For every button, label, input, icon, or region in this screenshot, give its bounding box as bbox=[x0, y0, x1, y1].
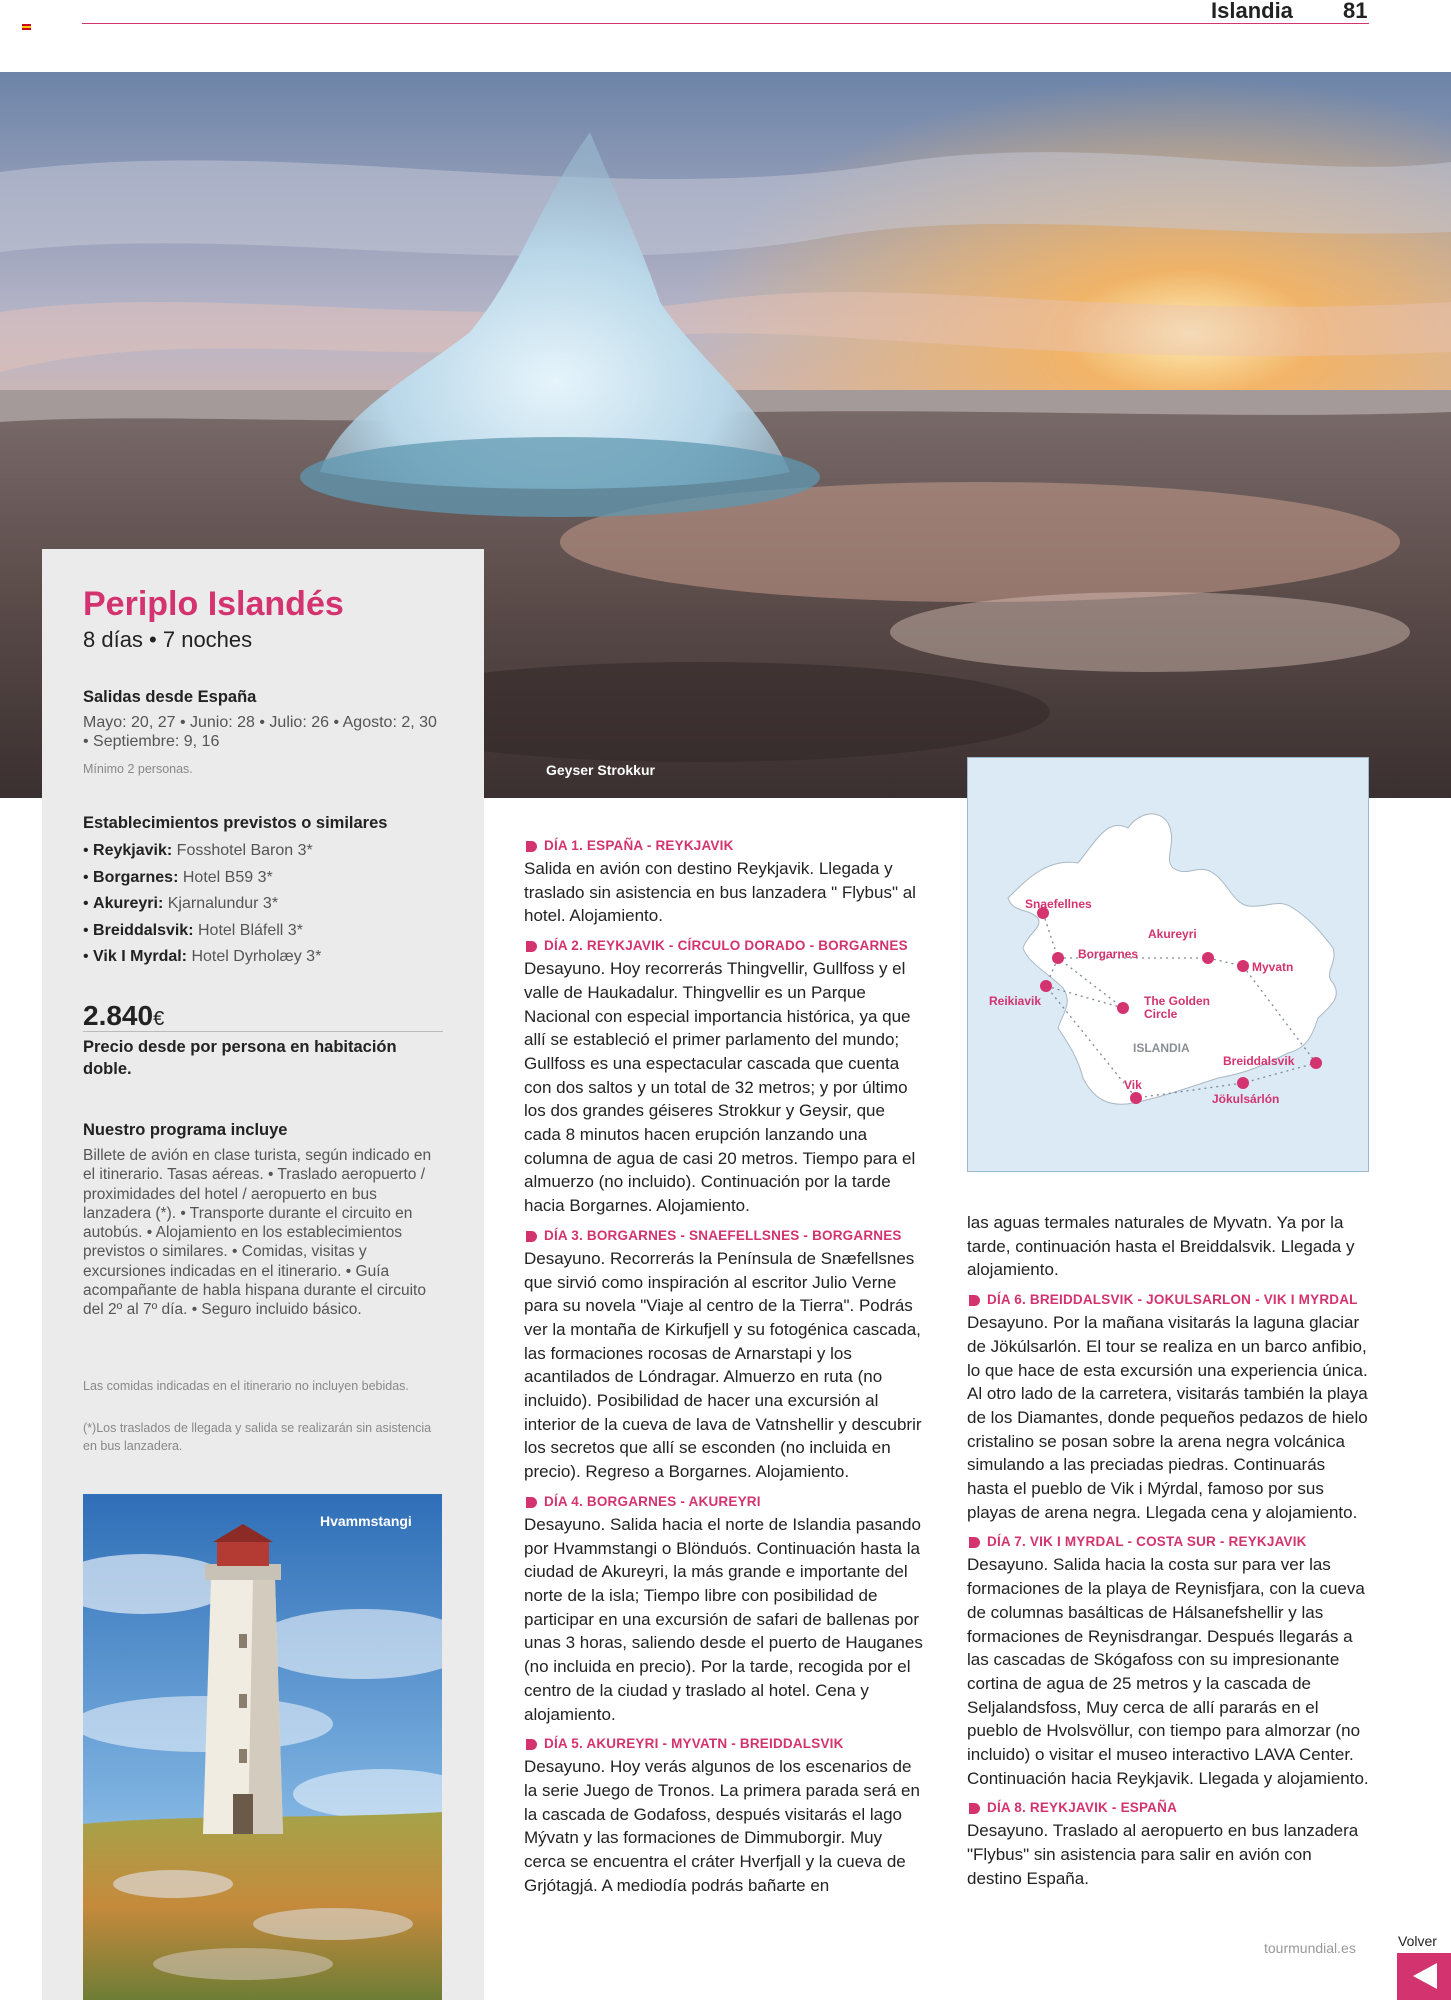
section-title: Islandia bbox=[1211, 0, 1293, 23]
map-label-golden: The Golden bbox=[1144, 994, 1210, 1008]
hotel-item: • Vik I Myrdal: Hotel Dyrholæy 3* bbox=[83, 948, 322, 965]
day-2-heading: DÍA 2. REYKJAVIK - CÍRCULO DORADO - BORGARNES bbox=[524, 935, 926, 957]
note-meals: Las comidas indicadas en el itinerario no incluyen bebidas. bbox=[83, 1379, 409, 1393]
day-4-text: Desayuno. Salida hacia el norte de Islandia pasando por Hvammstangi o Blönduós. Continuación hasta la ciudad de Akureyri, la más grande e importante del norte de la isla; Tiempo libre con posibilidad de participar en una excursión de safari de ballenas por unas 3 horas, saliendo desde el puerto de Hauganes (no incluida en precio). Por la tarde, recogida por el centro de la ciudad y traslado al hotel. Cena y alojamiento. bbox=[524, 1514, 923, 1724]
day-4-heading: DÍA 4. BORGARNES - AKUREYRI bbox=[524, 1491, 926, 1513]
day-7-text: Desayuno. Salida hacia la costa sur para ver las formaciones de la playa de Reynisfjara, con la cueva de columnas basálticas de Hálsanefshellir y las formaciones de Reynisdrangar. Después llegarás a las cascadas de Skógafoss con su impresionante cortina de agua de 25 metros y la cascada de Seljalandsfoss, Muy cerca de allí pararás en el pueblo de Hvolsvöllur, con tiempo para almorzar (no incluido) o visitar el museo interactivo LAVA Center. Continuación hacia Reykjavik. Llegada y alojamiento. bbox=[967, 1555, 1369, 1788]
map-label-vik: Vik bbox=[1124, 1078, 1142, 1092]
departures-heading: Salidas desde España bbox=[83, 688, 257, 706]
price-note: Precio desde por persona en habitación doble. bbox=[83, 1038, 397, 1078]
lighthouse-photo bbox=[83, 1494, 442, 2000]
day-2-text: Desayuno. Hoy recorrerás Thingvellir, Gullfoss y el valle de Haukadalur. Thingvellir es un Parque Nacional con especial importancia histórica, ya que allí se estableció el primer parlamento del mundo; Gullfoss es una espectacular cascada que cuenta con dos saltos y un total de 32 metros; y por último los dos grandes géiseres Strokkur y Geysir, que cada 8 minutos hacen erupción lanzando una columna de agua de casi 20 metros. Tiempo para el almuerzo (no incluido). Continuación por la tarde hacia Borgarnes. Alojamiento. bbox=[524, 959, 916, 1216]
map-label-jokulsarlon: Jökulsárlón bbox=[1212, 1092, 1280, 1106]
day-7-heading: DÍA 7. VIK I MYRDAL - COSTA SUR - REYKJAVIK bbox=[967, 1531, 1369, 1553]
departures-minimum: Mínimo 2 personas. bbox=[83, 762, 193, 776]
price bbox=[83, 1000, 164, 1032]
departures-dates: Mayo: 20, 27 • Junio: 28 • Julio: 26 • Agosto: 2, 30 • Septiembre: 9, 16 bbox=[83, 714, 437, 750]
hotel-item: • Breiddalsvik: Hotel Bláfell 3* bbox=[83, 921, 303, 939]
map-label-reikiavik: Reikiavik bbox=[989, 994, 1042, 1008]
day-6-text: Desayuno. Por la mañana visitarás la laguna glaciar de Jökúlsarlón. El tour se realiza en un barco anfibio, lo que hace de esta excursión una experiencia única. Al otro lado de la carretera, visitarás también la playa de los Diamantes, donde pequeños pedazos de hielo cristalino se posan sobre la arena negra volcánica simulando a las preciadas piedras. Continuarás hasta el pueblo de Vik i Mýrdal, famoso por sus playas de arena negra. Llegada cena y alojamiento. bbox=[967, 1313, 1368, 1522]
lighthouse-caption: Hvammstangi bbox=[320, 1513, 412, 1529]
itinerary-column-1 bbox=[524, 835, 926, 1904]
hero-caption: Geyser Strokkur bbox=[546, 762, 655, 778]
price-amount: 2.840 bbox=[83, 1000, 154, 1031]
program-heading: Nuestro programa incluye bbox=[83, 1121, 288, 1139]
note-transfers: (*)Los traslados de llegada y salida se realizarán sin asistencia en bus lanzadera. bbox=[83, 1421, 432, 1453]
day-8-heading: DÍA 8. REYKJAVIK - ESPAÑA bbox=[967, 1797, 1369, 1819]
price-divider bbox=[83, 1031, 443, 1032]
day-1-heading: DÍA 1. ESPAÑA - REYKJAVIK bbox=[524, 835, 926, 857]
day-3-text: Desayuno. Recorrerás la Península de Snæfellsnes que sirvió como inspiración al escritor Julio Verne para su novela "Viaje al centro de la Tierra". Podrás ver la montaña de Kirkufjell y su fotogénica cascada, las formaciones rocosas de Arnarstapi y los acantilados de Lóndragar. Almuerzo en ruta (no incluido). Posibilidad de hacer una excursión al interior de la cueva de lava de Vatnshellir y descubrir los secretos que allí se esconden (no incluida en precio). Regreso a Borgarnes. Alojamiento. bbox=[524, 1248, 922, 1482]
map-label-borgarnes: Borgarnes bbox=[1078, 947, 1139, 961]
spain-flag-icon bbox=[22, 24, 31, 30]
itinerary-column-2 bbox=[967, 1211, 1369, 1898]
day-5-continued-text: las aguas termales naturales de Myvatn. Ya por la tarde, continuación hasta el Breiddalsvik. Llegada y alojamiento. bbox=[967, 1213, 1355, 1280]
header-rule bbox=[82, 23, 1369, 24]
back-label[interactable]: Volver bbox=[1398, 1933, 1437, 1949]
tour-duration: 8 días • 7 noches bbox=[83, 627, 253, 652]
map-label-circle: Circle bbox=[1144, 1007, 1178, 1021]
day-6-heading: DÍA 6. BREIDDALSVIK - JOKULSARLON - VIK I MYRDAL bbox=[967, 1289, 1369, 1311]
page-number: 81 bbox=[1343, 0, 1368, 23]
day-5-heading: DÍA 5. AKUREYRI - MYVATN - BREIDDALSVIK bbox=[524, 1733, 926, 1755]
map-country-label: ISLANDIA bbox=[1133, 1041, 1190, 1055]
price-currency: € bbox=[153, 1008, 165, 1030]
hotels-list bbox=[83, 838, 321, 971]
map-label-akureyri: Akureyri bbox=[1148, 927, 1197, 941]
tour-title: Periplo Islandés bbox=[83, 585, 344, 623]
footer-url[interactable]: tourmundial.es bbox=[1264, 1940, 1356, 1956]
day-5-text: Desayuno. Hoy verás algunos de los escenarios de la serie Juego de Tronos. La primera parada será en la cascada de Godafoss, después visitarás el lago Mývatn y las formaciones de Dimmuborgir. Muy cerca se encuentra el cráter Hverfjall y la cueva de Grjótagjá. A mediodía podrás bañarte en bbox=[524, 1757, 920, 1895]
hotel-item: • Akureyri: Kjarnalundur 3* bbox=[83, 895, 279, 912]
day-8-text: Desayuno. Traslado al aeropuerto en bus lanzadera "Flybus" sin asistencia para salir en avión con destino España. bbox=[967, 1821, 1359, 1888]
day-3-heading: DÍA 3. BORGARNES - SNAEFELLSNES - BORGARNES bbox=[524, 1225, 926, 1247]
route-map bbox=[967, 757, 1369, 1172]
hotel-item: • Reykjavik: Fosshotel Baron 3* bbox=[83, 842, 313, 859]
day-1-text: Salida en avión con destino Reykjavik. Llegada y traslado sin asistencia en bus lanzadera " Flybus" al hotel. Alojamiento. bbox=[524, 859, 916, 926]
hotels-heading: Establecimientos previstos o similares bbox=[83, 814, 388, 832]
map-label-myvatn: Myvatn bbox=[1252, 960, 1294, 974]
map-label-breiddalsvik: Breiddalsvik bbox=[1223, 1054, 1295, 1068]
back-arrow-icon bbox=[1397, 1953, 1451, 2000]
map-label-snaefellnes: Snaefellnes bbox=[1025, 897, 1092, 911]
hotel-item: • Borgarnes: Hotel B59 3* bbox=[83, 868, 273, 886]
back-button[interactable] bbox=[1397, 1953, 1451, 2000]
program-text: Billete de avión en clase turista, según indicado en el itinerario. Tasas aéreas. • Traslado aeropuerto / proximidades del hotel / aeropuerto en bus lanzadera (*). • Transporte durante el circuito en autobús. • Alojamiento en los establecimientos previstos o similares. • Comidas, visitas y excursiones indicadas en el itinerario. • Guía acompañante de habla hispana durante el circuito del 2º al 7º día. • Seguro incluido básico. bbox=[83, 1147, 432, 1319]
